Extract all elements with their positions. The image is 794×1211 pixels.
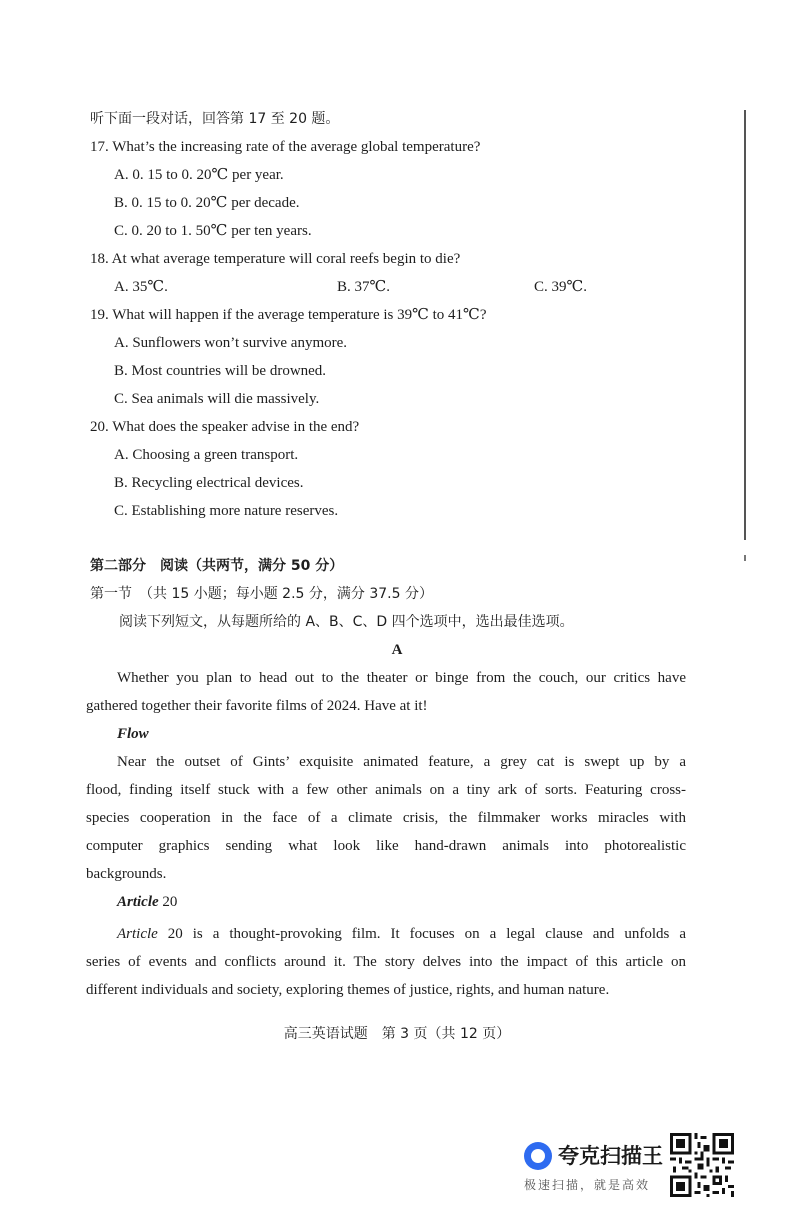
passage-intro-line-1: Whether you plan to head out to the theater or binge from the couch, our critics have xyxy=(117,670,686,686)
film-title-article-20 xyxy=(117,892,177,912)
film-flow-line-4: computer graphics sending what look like hand-drawn animals into photorealistic xyxy=(86,838,686,854)
question-20-option-b: B. Recycling electrical devices. xyxy=(114,475,304,491)
question-19-option-b: B. Most countries will be drowned. xyxy=(114,363,327,379)
passage-intro-line-2: gathered together their favorite films of 2024. Have at it! xyxy=(86,698,428,714)
part-two-title: 第二部分 阅读（共两节，满分 50 分） xyxy=(90,558,344,574)
film-article-line-1-rest: 20 is a thought-provoking film. It focuses on a legal clause and unfolds a xyxy=(157,926,686,942)
question-19-option-c: C. Sea animals will die massively. xyxy=(114,391,320,407)
question-18-stem: 18. At what average temperature will coral reefs begin to die? xyxy=(90,251,461,267)
question-18-option-b: B. 37℃. xyxy=(337,279,391,295)
film-article-line-2: series of events and conflicts around it. The story delves into the impact of this article on xyxy=(86,954,686,970)
film-title-flow: Flow xyxy=(117,726,149,742)
question-18-option-a: A. 35℃. xyxy=(114,279,168,295)
film-flow-line-3: species cooperation in the face of a climate crisis, the filmmaker works miracles with xyxy=(86,810,686,826)
brand-name: 夸克扫描王 xyxy=(558,1144,663,1168)
scan-edge-line xyxy=(744,110,746,540)
question-17-stem: 17. What’s the increasing rate of the average global temperature? xyxy=(90,139,481,155)
question-18-options xyxy=(0,277,794,297)
film-article-line-1 xyxy=(117,924,686,944)
question-20-option-a: A. Choosing a green transport. xyxy=(114,447,299,463)
passage-label: A xyxy=(391,642,403,658)
question-17-option-a: A. 0. 15 to 0. 20℃ per year. xyxy=(114,167,284,183)
film-flow-line-1: Near the outset of Gints’ exquisite animated feature, a grey cat is swept up by a xyxy=(117,754,686,770)
question-17-option-c: C. 0. 20 to 1. 50℃ per ten years. xyxy=(114,223,312,239)
film-flow-line-5: backgrounds. xyxy=(86,866,167,882)
film-article-line-1-italic: Article xyxy=(117,926,158,942)
section-one-title: 第一节 （共 15 小题；每小题 2.5 分，满分 37.5 分） xyxy=(90,586,433,602)
question-19-stem: 19. What will happen if the average temperature is 39℃ to 41℃? xyxy=(90,307,487,323)
scan-edge-mark xyxy=(744,555,746,561)
question-19-option-a: A. Sunflowers won’t survive anymore. xyxy=(114,335,348,351)
quark-logo-icon xyxy=(524,1142,552,1170)
question-20-option-c: C. Establishing more nature reserves. xyxy=(114,503,339,519)
film-title-article-number: 20 xyxy=(158,894,178,910)
reading-instruction: 阅读下列短文，从每题所给的 A、B、C、D 四个选项中，选出最佳选项。 xyxy=(119,614,574,630)
page-footer: 高三英语试题 第 3 页（共 12 页） xyxy=(283,1026,511,1042)
film-flow-line-2: flood, finding itself stuck with a few other animals on a tiny ark of sorts. Featuring cross- xyxy=(86,782,686,798)
question-17-option-b: B. 0. 15 to 0. 20℃ per decade. xyxy=(114,195,300,211)
question-18-option-c: C. 39℃. xyxy=(534,279,588,295)
scanner-watermark xyxy=(520,1139,670,1199)
question-20-stem: 20. What does the speaker advise in the end? xyxy=(90,419,360,435)
film-article-line-3: different individuals and society, exploring themes of justice, rights, and human nature. xyxy=(86,982,610,998)
brand-slogan: 极速扫描，就是高效 xyxy=(524,1178,651,1192)
qr-code-icon xyxy=(670,1133,734,1197)
film-title-article-italic: Article xyxy=(117,894,159,910)
listening-intro: 听下面一段对话，回答第 17 至 20 题。 xyxy=(90,111,340,127)
